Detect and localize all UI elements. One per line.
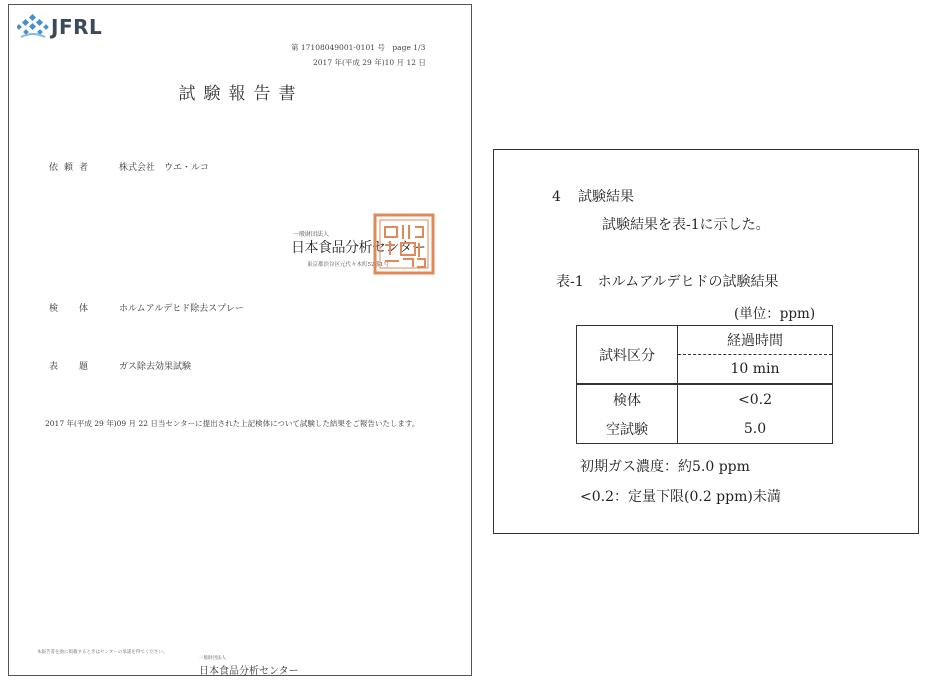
sample-row xyxy=(49,301,244,314)
results-table xyxy=(576,325,833,444)
row-label: 検体 xyxy=(577,384,678,414)
client-row xyxy=(49,160,209,173)
client-label: 依頼者 xyxy=(49,163,95,173)
row-label: 空試験 xyxy=(577,414,678,444)
table-row xyxy=(577,414,833,444)
footer-small-label: 一般財団法人 xyxy=(199,656,226,661)
results-panel xyxy=(493,149,919,534)
sample-value: ホルムアルデヒド除去スプレー xyxy=(119,304,244,314)
initial-concentration-note: 初期ガス濃度：約5.0 ppm xyxy=(580,459,750,475)
report-title: 試験報告書 xyxy=(178,84,304,104)
section-heading xyxy=(552,186,634,206)
table-unit: (単位：ppm) xyxy=(734,306,816,322)
footer-note: 本報告書を他に掲載するときはセンターの承諾を得てください。 xyxy=(37,650,168,655)
header-elapsed-time: 経過時間 xyxy=(678,326,833,355)
client-value: 株式会社 ウエ・ルコ xyxy=(119,163,210,173)
reference-number: 第 17108049001-0101 号 page 1/3 xyxy=(291,43,426,52)
report-page xyxy=(8,4,472,676)
header-sample-category: 試料区分 xyxy=(577,326,678,385)
subject-row xyxy=(49,359,191,372)
subject-label: 表 題 xyxy=(49,362,95,372)
org-small-label: 一般財団法人 xyxy=(293,231,330,238)
section-number: 4 xyxy=(552,189,561,205)
row-value: 5.0 xyxy=(678,414,833,444)
footer-org-name: 日本食品分析センター xyxy=(199,666,299,677)
results-sentence: 試験結果を表-1に示した。 xyxy=(602,217,770,233)
jfrl-logo xyxy=(17,13,102,41)
report-statement: 2017 年(平成 29 年)09 月 22 日当センターに提出された上記検体について試験した結果をご報告いたします。 xyxy=(45,419,420,428)
org-name: 日本食品分析センター xyxy=(291,240,426,256)
logo-text: JFRL xyxy=(51,15,103,39)
sample-label: 検 体 xyxy=(49,304,95,314)
official-seal-icon xyxy=(373,213,435,275)
report-date: 2017 年(平成 29 年)10 月 12 日 xyxy=(313,58,426,67)
subject-value: ガス除去効果試験 xyxy=(119,362,192,372)
table-row xyxy=(577,384,833,414)
table-title: 表-1 ホルムアルデヒドの試験結果 xyxy=(556,274,779,290)
row-value: <0.2 xyxy=(678,384,833,414)
detection-limit-note: <0.2：定量下限(0.2 ppm)未満 xyxy=(580,489,781,505)
header-time-value: 10 min xyxy=(678,355,833,385)
logo-mark-icon xyxy=(17,13,49,41)
org-address: 東京都渋谷区元代々木町52番1号 xyxy=(307,262,389,268)
section-title: 試験結果 xyxy=(578,189,634,205)
